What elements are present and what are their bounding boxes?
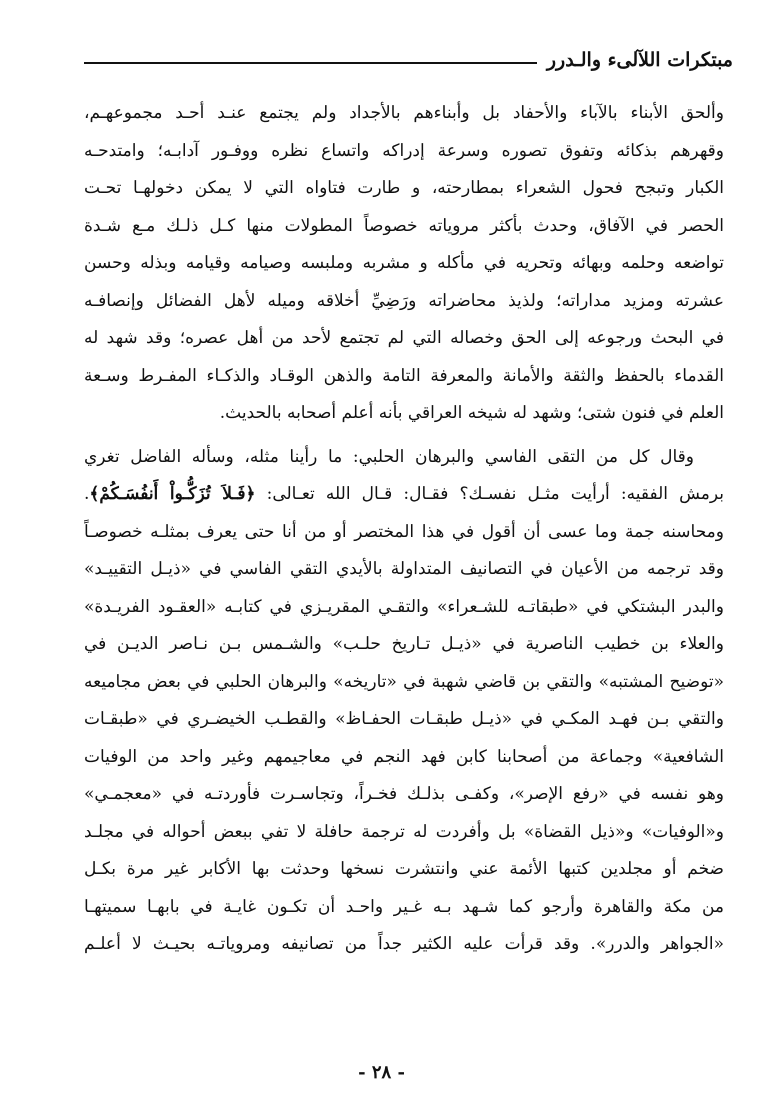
- text-line: و«الوفيات» و«ذيل القضاة» بل وأفردت له ترجمة حافلة لا تفي ببعض أحواله في مجلـد: [84, 821, 724, 842]
- text-line: وقال كل من التقى الفاسي والبرهان الحلبي: ما رأينا مثله، وسأله الفاضل تغري: [84, 446, 694, 467]
- text-line: الشافعية» وجماعة من أصحابنا كابن فهد النجم في معاجيمهم وغير واحد من الوفيات: [84, 746, 724, 767]
- text-line: من مكة والقاهرة وأرجو كما شـهد بـه غـير واحـد أن تكـون غايـة في بابهـا سميتهـا: [84, 896, 724, 917]
- text-line: في البحث ورجوعه إلى الحق وخصاله التي لم تجتمع لأحد من أهل عصره؛ وقد شهد له: [84, 328, 724, 348]
- text-line: العلم في فنون شتى؛ وشهد له شيخه العراقي بأنه أعلم أصحابه بالحديث.: [219, 403, 724, 423]
- text-line: ومحاسنه جمة وما عسى أن أقول في هذا المختصر أو من أنا حتى يعرف بمثلـه خصوصـاً: [84, 521, 724, 542]
- text-line-quran: [84, 476, 724, 514]
- text-line: وألحق الأبناء بالآباء والأحفاد بل وأبناءهم بالأجداد ولم يجتمع عنـد أحـد مجموعهـم،: [84, 103, 724, 123]
- text-line: القدماء بالحفظ والثقة والأمانة والمعرفة التامة والذهن الوقـاد والذكـاء المفـرط وسـعة: [84, 365, 724, 386]
- running-header: [84, 46, 733, 76]
- text-line: الحصر في الآفاق، وحدث بأكثر مروياته خصوصاً المطولات منها كـل ذلـك مـع شـدة: [84, 215, 724, 236]
- text-line: والتقي بـن فهـد المكـي في «ذيـل طبقـات الحفـاظ» والقطـب الخيضـري في «طبقـات: [84, 709, 724, 729]
- text-line: «توضيح المشتبه» والتقي بن قاضي شهبة في «تاريخه» والبرهان الحلبي في بعض مجاميعه: [84, 671, 724, 692]
- text-line: وقهرهم بذكائه وتفوق تصوره وسرعة إدراكه واتساع نظره ووفـور آدابـه؛ وامتدحـه: [84, 140, 724, 161]
- quran-verse: ﴿فَـلاَ تُزَكُّـواْ أَنفُسَـكُمْ﴾: [89, 484, 256, 504]
- text-line: عشرته ومزيد مداراته؛ ولذيذ محاضراته ورَضِيِّ أخلاقه وميله لأهل الفضائل وإنصافـه: [84, 290, 724, 311]
- text-segment: .: [84, 484, 90, 504]
- text-line: الكبار وتبجح فحول الشعراء بمطارحته، و طارت فتاواه التي لا يمكن دخولهـا تحـت: [84, 178, 724, 198]
- text-line: تواضعه وحلمه وبهائه وتحريه في مأكله و مشربه وملبسه وصيامه وقيامه وبذله وحسن: [84, 253, 724, 273]
- text-line: والبدر البشتكي في «طبقاتـه للشـعراء» والتقـي المقريـزي في كتابـه «العقـود الفريـدة»: [84, 596, 724, 617]
- text-line: ضخم أو مجلدين كتبها الأئمة عني وانتشرت نسخها وحدثت بها الأكابر غير مرة بكـل: [84, 859, 724, 879]
- page-number: - ٢٨ -: [358, 1062, 405, 1083]
- text-line: وهو نفسه في «رفع الإصر»، وكفـى بذلـك فخـراً، وتجاسـرت فأوردتـه في «معجمـي»: [84, 784, 724, 804]
- body-text: [84, 95, 724, 964]
- text-line: وقد ترجمه من الأعيان في التصانيف المتداولة بالأيدي التقي الفاسي في «ذيـل التقييـد»: [84, 559, 724, 579]
- text-line: «الجواهر والدرر». وقد قرأت عليه الكثير جداً من تصانيفه ومروياتـه بحيـث لا أعلـم: [84, 934, 724, 954]
- text-segment: برمش الفقيه: أرأيت مثـل نفسـك؟ فقـال: قـال الله تعـالى:: [255, 484, 724, 504]
- header-title: مبتكرات اللآلىء والـدرر: [537, 46, 733, 74]
- text-line: والعلاء بن خطيب الناصرية في «ذيـل تـاريخ حلـب» والشـمس بـن نـاصر الديـن في: [84, 634, 724, 654]
